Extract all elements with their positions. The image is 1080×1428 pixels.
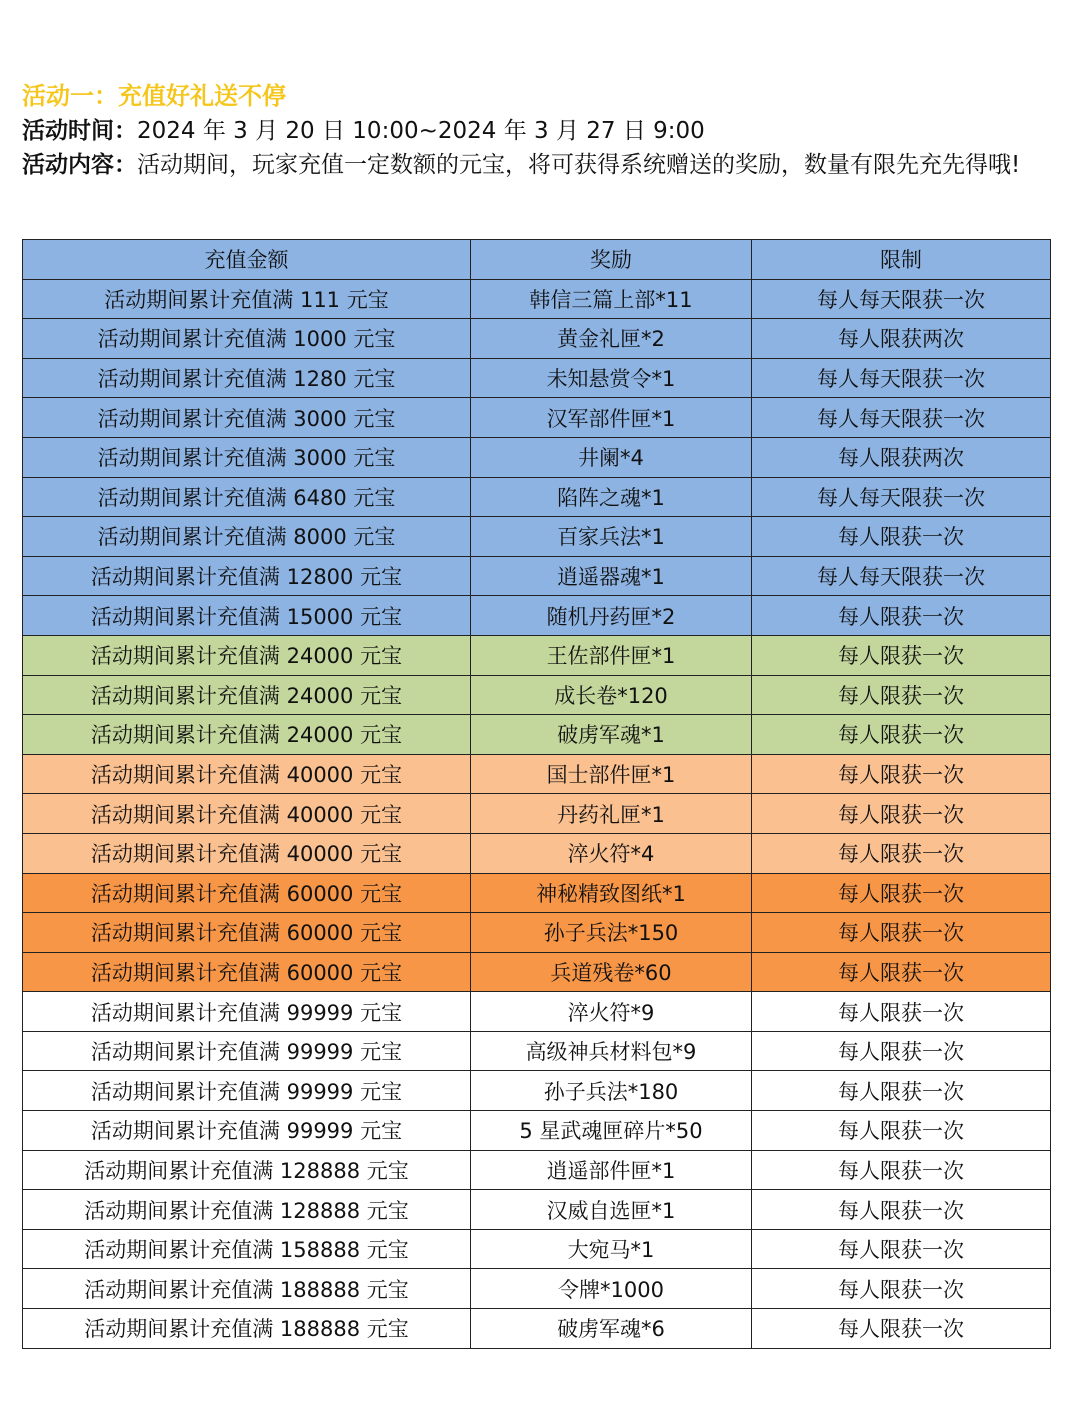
cell-reward: 孙子兵法*180 [471, 1071, 752, 1111]
cell-amount: 活动期间累计充值满 8000 元宝 [23, 517, 471, 557]
cell-amount: 活动期间累计充值满 158888 元宝 [23, 1229, 471, 1269]
header-limit: 限制 [752, 240, 1051, 280]
cell-reward: 未知悬赏令*1 [471, 358, 752, 398]
table-row [23, 833, 1051, 873]
table-row [23, 437, 1051, 477]
table-row [23, 517, 1051, 557]
table-row [23, 398, 1051, 438]
cell-amount: 活动期间累计充值满 1000 元宝 [23, 319, 471, 359]
table-row [23, 715, 1051, 755]
cell-limit: 每人限获一次 [752, 754, 1051, 794]
event-time-value: 2024 年 3 月 20 日 10:00~2024 年 3 月 27 日 9:00 [137, 118, 705, 144]
cell-limit: 每人限获一次 [752, 1309, 1051, 1349]
cell-reward: 5 星武魂匣碎片*50 [471, 1111, 752, 1151]
cell-limit: 每人限获两次 [752, 437, 1051, 477]
cell-reward: 王佐部件匣*1 [471, 635, 752, 675]
cell-reward: 大宛马*1 [471, 1229, 752, 1269]
event-content-label: 活动内容： [22, 152, 137, 178]
table-row [23, 1071, 1051, 1111]
cell-limit: 每人限获一次 [752, 1150, 1051, 1190]
table-row [23, 913, 1051, 953]
cell-reward: 破虏军魂*6 [471, 1309, 752, 1349]
cell-limit: 每人限获一次 [752, 715, 1051, 755]
cell-amount: 活动期间累计充值满 6480 元宝 [23, 477, 471, 517]
cell-amount: 活动期间累计充值满 128888 元宝 [23, 1150, 471, 1190]
header-reward: 奖励 [471, 240, 752, 280]
cell-amount: 活动期间累计充值满 111 元宝 [23, 279, 471, 319]
cell-reward: 百家兵法*1 [471, 517, 752, 557]
cell-reward: 汉威自选匣*1 [471, 1190, 752, 1230]
cell-limit: 每人每天限获一次 [752, 477, 1051, 517]
cell-amount: 活动期间累计充值满 60000 元宝 [23, 952, 471, 992]
cell-amount: 活动期间累计充值满 188888 元宝 [23, 1269, 471, 1309]
cell-amount: 活动期间累计充值满 99999 元宝 [23, 992, 471, 1032]
cell-reward: 神秘精致图纸*1 [471, 873, 752, 913]
header-amount: 充值金额 [23, 240, 471, 280]
cell-reward: 黄金礼匣*2 [471, 319, 752, 359]
cell-reward: 逍遥器魂*1 [471, 556, 752, 596]
cell-amount: 活动期间累计充值满 1280 元宝 [23, 358, 471, 398]
cell-reward: 逍遥部件匣*1 [471, 1150, 752, 1190]
table-row [23, 1229, 1051, 1269]
event-content-value: 活动期间，玩家充值一定数额的元宝，将可获得系统赠送的奖励，数量有限先充先得哦! [137, 152, 1021, 178]
cell-amount: 活动期间累计充值满 99999 元宝 [23, 1071, 471, 1111]
table-row [23, 1190, 1051, 1230]
event-time-line [22, 114, 1062, 148]
cell-limit: 每人限获两次 [752, 319, 1051, 359]
cell-limit: 每人限获一次 [752, 952, 1051, 992]
cell-limit: 每人每天限获一次 [752, 556, 1051, 596]
cell-reward: 随机丹药匣*2 [471, 596, 752, 636]
table-row [23, 319, 1051, 359]
cell-reward: 破虏军魂*1 [471, 715, 752, 755]
cell-limit: 每人限获一次 [752, 873, 1051, 913]
cell-limit: 每人限获一次 [752, 1269, 1051, 1309]
cell-reward: 兵道残卷*60 [471, 952, 752, 992]
table-body [23, 279, 1051, 1348]
cell-amount: 活动期间累计充值满 24000 元宝 [23, 675, 471, 715]
cell-reward: 令牌*1000 [471, 1269, 752, 1309]
event-title: 活动一：充值好礼送不停 [22, 82, 286, 110]
event-header [22, 78, 1062, 182]
cell-reward: 韩信三篇上部*11 [471, 279, 752, 319]
cell-limit: 每人限获一次 [752, 1190, 1051, 1230]
cell-limit: 每人限获一次 [752, 913, 1051, 953]
table-row [23, 596, 1051, 636]
cell-limit: 每人限获一次 [752, 1229, 1051, 1269]
cell-reward: 国士部件匣*1 [471, 754, 752, 794]
table-row [23, 358, 1051, 398]
cell-limit: 每人每天限获一次 [752, 279, 1051, 319]
cell-amount: 活动期间累计充值满 128888 元宝 [23, 1190, 471, 1230]
table-row [23, 279, 1051, 319]
cell-amount: 活动期间累计充值满 188888 元宝 [23, 1309, 471, 1349]
cell-reward: 高级神兵材料包*9 [471, 1031, 752, 1071]
cell-amount: 活动期间累计充值满 3000 元宝 [23, 398, 471, 438]
cell-reward: 陷阵之魂*1 [471, 477, 752, 517]
table-row [23, 556, 1051, 596]
cell-limit: 每人限获一次 [752, 833, 1051, 873]
cell-limit: 每人限获一次 [752, 992, 1051, 1032]
cell-limit: 每人限获一次 [752, 675, 1051, 715]
table-row [23, 992, 1051, 1032]
table-row [23, 754, 1051, 794]
cell-limit: 每人限获一次 [752, 635, 1051, 675]
cell-limit: 每人每天限获一次 [752, 398, 1051, 438]
cell-limit: 每人每天限获一次 [752, 358, 1051, 398]
cell-amount: 活动期间累计充值满 15000 元宝 [23, 596, 471, 636]
cell-amount: 活动期间累计充值满 3000 元宝 [23, 437, 471, 477]
event-time-label: 活动时间： [22, 118, 137, 144]
table-row [23, 1031, 1051, 1071]
cell-reward: 井阑*4 [471, 437, 752, 477]
table-row [23, 1309, 1051, 1349]
cell-limit: 每人限获一次 [752, 1071, 1051, 1111]
cell-limit: 每人限获一次 [752, 517, 1051, 557]
cell-limit: 每人限获一次 [752, 596, 1051, 636]
cell-amount: 活动期间累计充值满 60000 元宝 [23, 873, 471, 913]
table-row [23, 794, 1051, 834]
cell-limit: 每人限获一次 [752, 794, 1051, 834]
cell-amount: 活动期间累计充值满 24000 元宝 [23, 715, 471, 755]
cell-amount: 活动期间累计充值满 24000 元宝 [23, 635, 471, 675]
table-row [23, 952, 1051, 992]
cell-limit: 每人限获一次 [752, 1111, 1051, 1151]
cell-reward: 淬火符*4 [471, 833, 752, 873]
reward-table [22, 239, 1051, 1349]
cell-reward: 淬火符*9 [471, 992, 752, 1032]
table-row [23, 1269, 1051, 1309]
reward-table-container [22, 239, 1051, 1349]
event-content-line [22, 148, 1062, 182]
cell-reward: 汉军部件匣*1 [471, 398, 752, 438]
cell-amount: 活动期间累计充值满 99999 元宝 [23, 1111, 471, 1151]
cell-amount: 活动期间累计充值满 60000 元宝 [23, 913, 471, 953]
cell-amount: 活动期间累计充值满 40000 元宝 [23, 833, 471, 873]
cell-reward: 丹药礼匣*1 [471, 794, 752, 834]
table-row [23, 635, 1051, 675]
cell-amount: 活动期间累计充值满 40000 元宝 [23, 754, 471, 794]
cell-amount: 活动期间累计充值满 99999 元宝 [23, 1031, 471, 1071]
table-row [23, 873, 1051, 913]
table-header-row [23, 240, 1051, 280]
table-row [23, 1111, 1051, 1151]
cell-amount: 活动期间累计充值满 12800 元宝 [23, 556, 471, 596]
cell-reward: 成长卷*120 [471, 675, 752, 715]
cell-amount: 活动期间累计充值满 40000 元宝 [23, 794, 471, 834]
cell-limit: 每人限获一次 [752, 1031, 1051, 1071]
table-row [23, 1150, 1051, 1190]
table-row [23, 675, 1051, 715]
cell-reward: 孙子兵法*150 [471, 913, 752, 953]
table-row [23, 477, 1051, 517]
